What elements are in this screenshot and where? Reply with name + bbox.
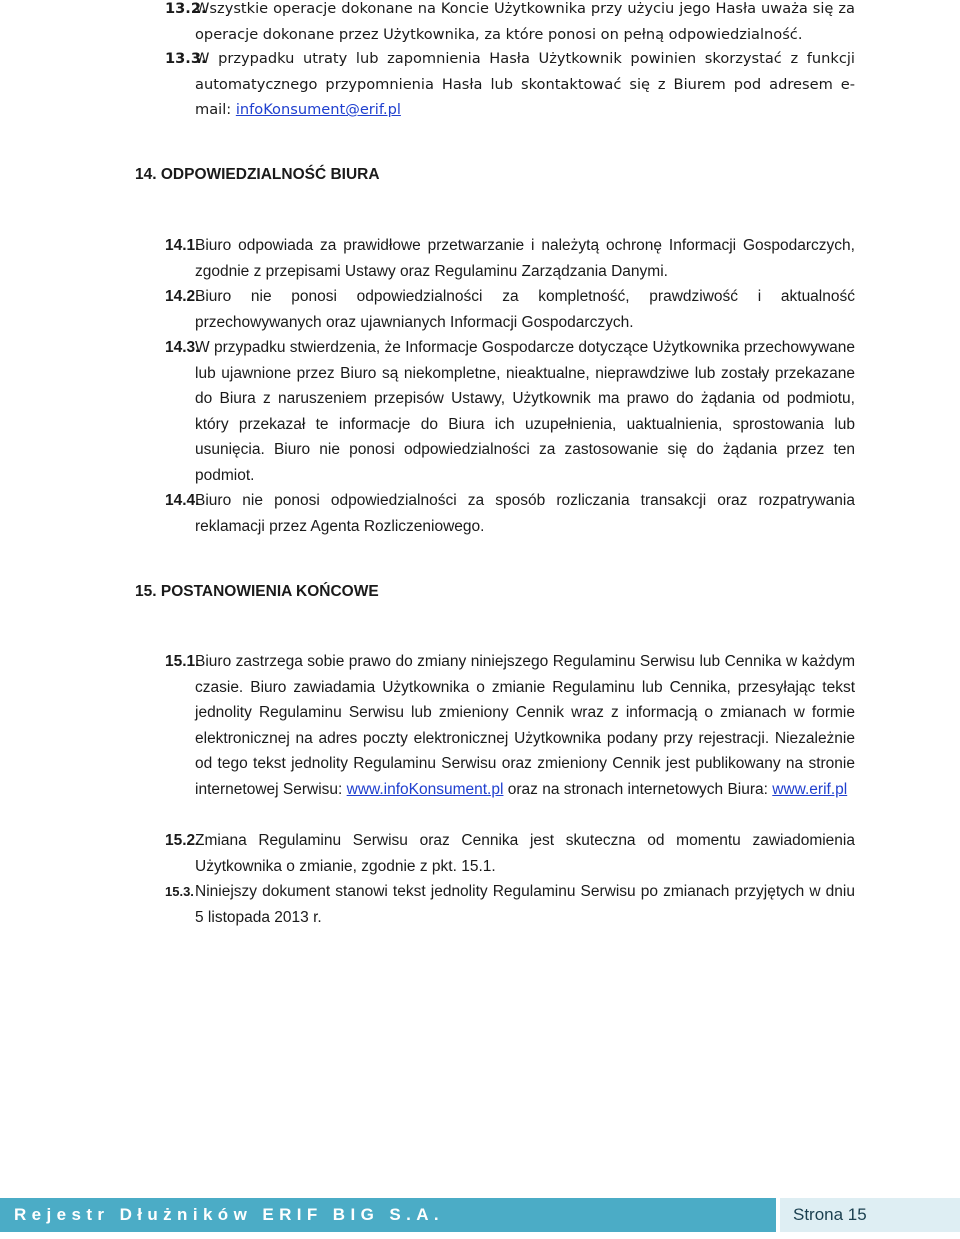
section-heading-15: 15. POSTANOWIENIA KOŃCOWE: [135, 583, 379, 600]
paragraph-text: [195, 649, 855, 803]
paragraph-13-2: [165, 0, 855, 47]
paragraph-number: 15.3.: [165, 884, 194, 899]
paragraph-14-1: [165, 233, 855, 284]
paragraph-13-3: [165, 46, 855, 123]
paragraph-text: Biuro nie ponosi odpowiedzialności za kompletność, prawdziwość i aktualność przechowywanych oraz ujawnianych Informacji Gospodarczych.: [195, 288, 855, 331]
paragraph-text-part: oraz na stronach internetowych Biura:: [503, 780, 773, 798]
paragraph-text: W przypadku stwierdzenia, że Informacje Gospodarcze dotyczące Użytkownika przechowywane lub ujawnione przez Biuro są niekompletne, nieaktualne, nieprawdziwe lub zostały przekazane do Biura z naruszeniem przepisów Ustawy, Użytkownik ma prawo do żądania od podmiotu, który przekazał te informacje do Biura ich uzupełnienia, uaktualnienia, sprostowania lub usunięcia. Biuro nie ponosi odpowiedzialności za zastosowanie się do żądania przez ten podmiot.: [195, 339, 855, 484]
page-footer: [0, 1198, 960, 1232]
paragraph-number: 14.4.: [165, 492, 200, 509]
paragraph-text: Biuro nie ponosi odpowiedzialności za sposób rozliczania transakcji oraz rozpatrywania reklamacji przez Agenta Rozliczeniowego.: [195, 492, 855, 535]
paragraph-text: Zmiana Regulaminu Serwisu oraz Cennika jest skuteczna od momentu zawiadomienia Użytkownika o zmianie, zgodnie z pkt. 15.1.: [195, 832, 855, 875]
paragraph-number: 13.2.: [165, 0, 207, 17]
paragraph-number: 15.1.: [165, 653, 200, 670]
page-number: Strona 15: [780, 1198, 960, 1232]
paragraph-15-2: [165, 828, 855, 879]
paragraph-text: [195, 46, 855, 123]
paragraph-14-3: [165, 335, 855, 489]
paragraph-number: 15.2.: [165, 832, 200, 849]
paragraph-text: Wszystkie operacje dokonane na Koncie Użytkownika przy użyciu jego Hasła uważa się za operacje dokonane przez Użytkownika, za które ponosi on pełną odpowiedzialność.: [195, 0, 855, 43]
paragraph-number: 14.3.: [165, 339, 200, 356]
paragraph-14-2: [165, 284, 855, 335]
paragraph-text-part: Biuro zastrzega sobie prawo do zmiany niniejszego Regulaminu Serwisu lub Cennika w każdym czasie. Biuro zawiadamia Użytkownika o zmianie Regulaminu lub Cennika, przesyłając tekst jednolity Regulaminu Serwisu lub zmieniony Cennik wraz z informacją o zmianach w formie elektronicznej na adres poczty elektronicznej Użytkownika podany przy rejestracji. Niezależnie od tego tekst jednolity Regulaminu Serwisu oraz zmieniony Cennik jest publikowany na stronie internetowej Serwisu:: [195, 653, 855, 798]
email-link[interactable]: infoKonsument@erif.pl: [235, 101, 401, 119]
paragraph-text-part: W przypadku utraty lub zapomnienia Hasła Użytkownik powinien skorzystać z funkcji automatycznego przypomnienia Hasła lub skontaktować się z Biurem pod adresem e-mail:: [195, 50, 855, 119]
paragraph-number: 13.3.: [165, 50, 207, 67]
paragraph-15-1: [165, 649, 855, 803]
infokonsument-link[interactable]: www.infoKonsument.pl: [346, 780, 504, 798]
paragraph-number: 14.1.: [165, 237, 200, 254]
paragraph-text: Niniejszy dokument stanowi tekst jednolity Regulaminu Serwisu po zmianach przyjętych w dniu 5 listopada 2013 r.: [195, 883, 855, 926]
paragraph-15-3: [165, 879, 855, 930]
paragraph-text: Biuro odpowiada za prawidłowe przetwarzanie i należytą ochronę Informacji Gospodarczych, zgodnie z przepisami Ustawy oraz Regulaminu Zarządzania Danymi.: [195, 237, 855, 280]
paragraph-number: 14.2.: [165, 288, 200, 305]
section-heading-14: 14. ODPOWIEDZIALNOŚĆ BIURA: [135, 166, 380, 183]
paragraph-14-4: [165, 488, 855, 539]
erif-link[interactable]: www.erif.pl: [772, 780, 848, 798]
footer-title: Rejestr Dłużników ERIF BIG S.A.: [0, 1198, 776, 1232]
